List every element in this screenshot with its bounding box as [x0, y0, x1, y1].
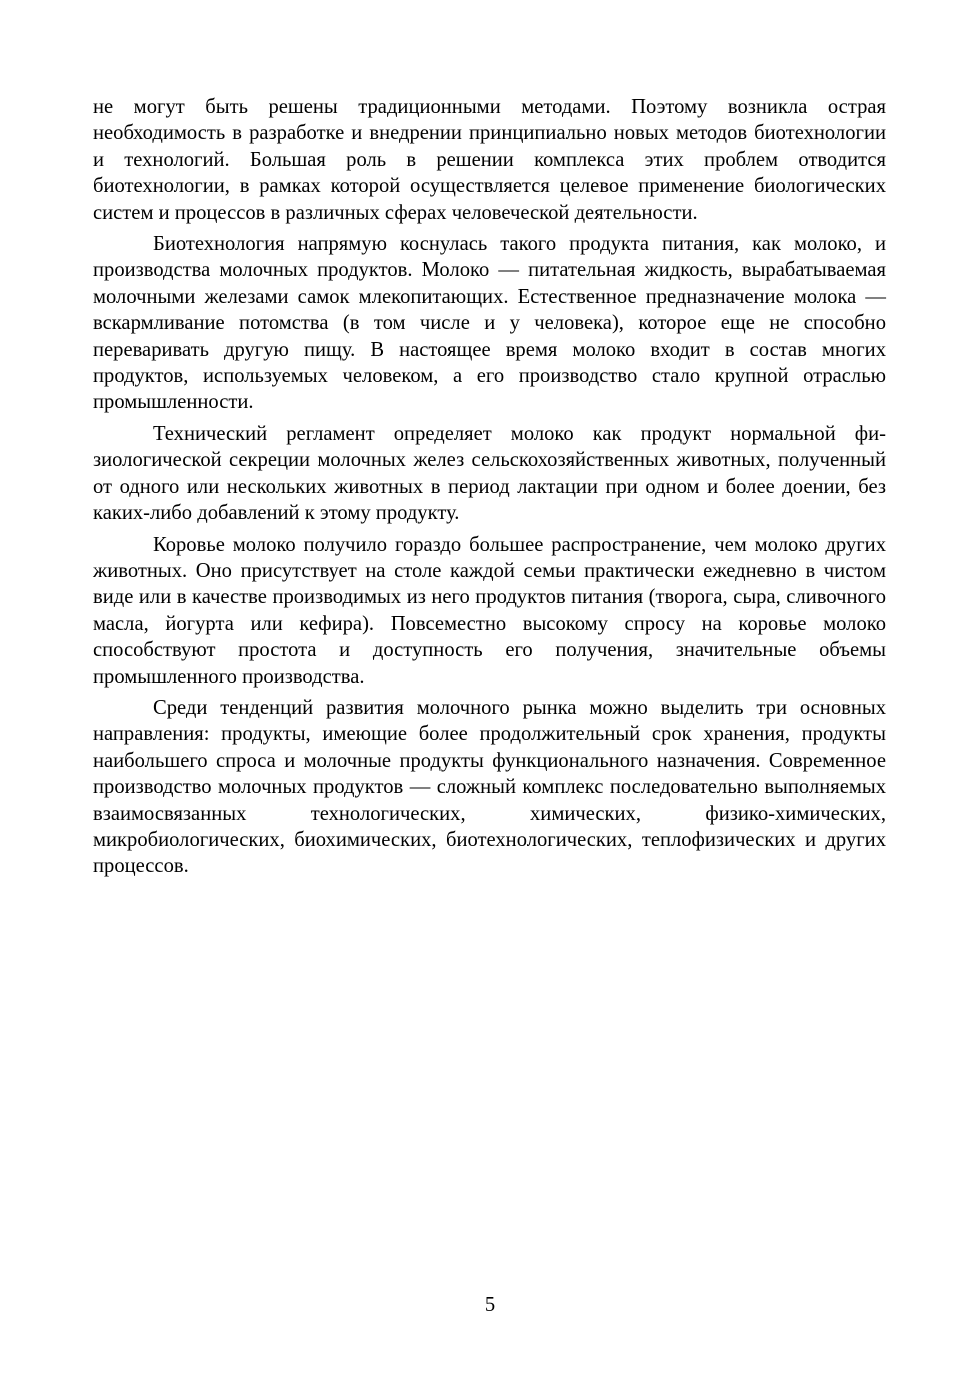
- paragraph-cow-milk: Коровье молоко получило гораздо большее распространение, чем молоко других животных. Оно присутствует на столе каждой семьи практически ежедневно в чистом виде или в качестве производимых из него продуктов питания (творога, сыра, сливочного масла, йогурта или кефира). Повсеместно высокому спросу на коровье молоко способствуют простота и доступность его получения, значительные объемы промышленного производства.: [93, 533, 886, 688]
- paragraph-market-trends: Среди тенденций развития молочного рынка можно выделить три основных направления: продукты, имеющие более продолжительный срок хранения, продукты наибольшего спроса и молочные продукты функционального назначения. Современное производство молочных продуктов — сложный комплекс последовательно выполняемых взаимосвязанных технологических, химических, физико-химических, микробиологических, биохимических, биотехнологических, теплофизических и других процессов.: [93, 696, 886, 878]
- paragraph-biotech-milk: Биотехнология напрямую коснулась такого продукта питания, как молоко, и производства молочных продуктов. Молоко — питательная жидкость, вырабатываемая молочными железами самок млекопитающих. Естественное предназначение молока — вскармливание потомства (в том числе и у человека), которое еще не способно переваривать другую пищу. В настоящее время молоко входит в состав многих продуктов, используемых человеком, а его производство стало крупной отраслью промышленности.: [93, 233, 886, 414]
- paragraph-continuation: не могут быть решены традиционными методами. Поэтому возникла острая необходимость в разработке и внедрении принципиально новых методов биотехнологии и технологий. Большая роль в решении комплекса этих проблем отводится биотехнологии, в рамках которой осуществляется целевое применение биологических систем и процессов в различных сферах человеческой деятельности.: [93, 96, 886, 224]
- page-number: 5: [484, 1294, 496, 1316]
- body-text: [93, 94, 886, 885]
- paragraph-technical-regulation: Технический регламент определяет молоко как продукт нормальной физиологической секреции молочных желез сельскохозяйственных животных, полученный от одного или нескольких животных в период лактации при одном и более доении, без каких-либо добавлений к этому продукту.: [93, 422, 886, 525]
